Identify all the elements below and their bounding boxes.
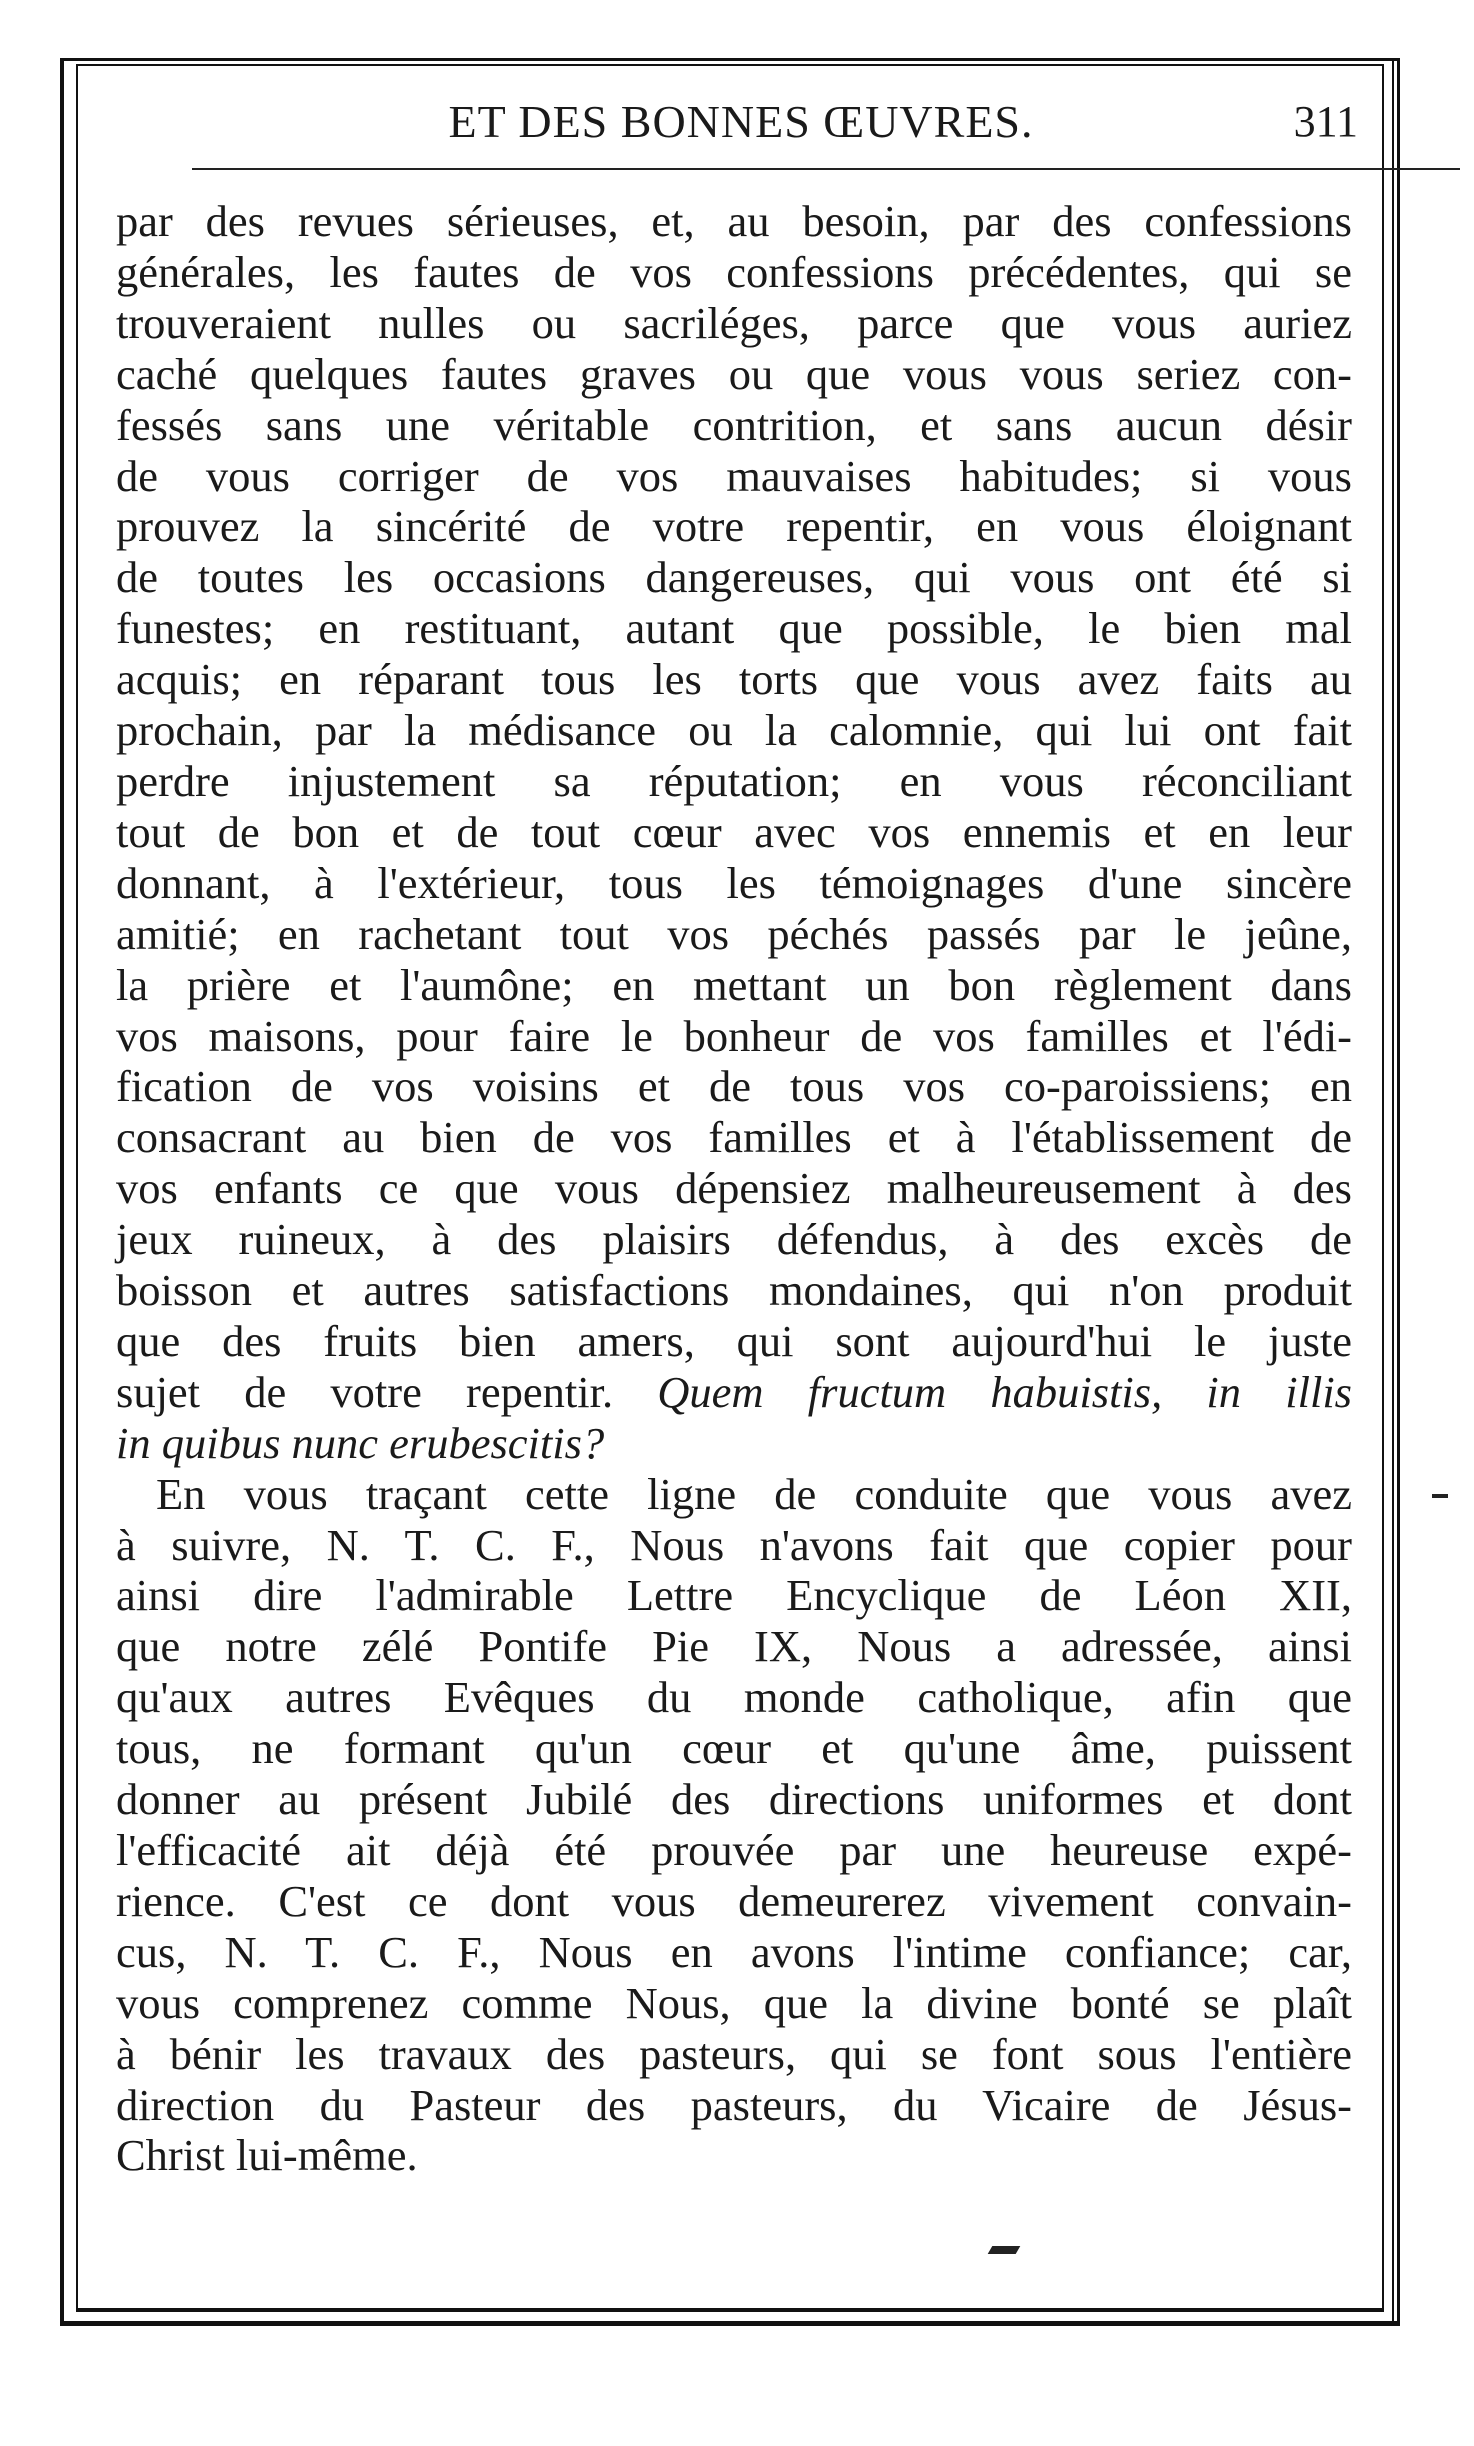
text-line: de vous corriger de vos mauvaises habitudes; si vous	[116, 450, 1352, 501]
text-line: perdre injustement sa réputation; en vous réconciliant	[116, 755, 1352, 806]
text-line: donner au présent Jubilé des directions uniformes et dont	[116, 1774, 1352, 1825]
paragraph-first-line: En vous traçant cette ligne de conduite que vous avez	[156, 1468, 1352, 1519]
text-line: que des fruits bien amers, qui sont aujourd'hui le juste	[116, 1315, 1352, 1366]
text-line: donnant, à l'extérieur, tous les témoignages d'une sincère	[116, 857, 1352, 908]
text-line: fessés sans une véritable contrition, et sans aucun désir	[116, 399, 1352, 450]
text-line: funestes; en restituant, autant que possible, le bien mal	[116, 603, 1352, 654]
text-line: de toutes les occasions dangereuses, qui vous ont été si	[116, 552, 1352, 603]
text-line: trouveraient nulles ou sacriléges, parce que vous auriez	[116, 297, 1352, 348]
running-title: ET DES BONNES ŒUVRES.	[448, 96, 1034, 147]
text-line: vos maisons, pour faire le bonheur de vos familles et l'édi-	[116, 1010, 1352, 1061]
text-line: tout de bon et de tout cœur avec vos ennemis et en leur	[116, 806, 1352, 857]
text-line: Christ lui-même.	[116, 2130, 418, 2181]
text-line: direction du Pasteur des pasteurs, du Vicaire de Jésus-	[116, 2079, 1352, 2130]
text-line: vos enfants ce que vous dépensiez malheureusement à des	[116, 1163, 1352, 1214]
body-text	[116, 196, 1352, 2181]
header-rule	[192, 168, 1460, 170]
text-line: vous comprenez comme Nous, que la divine bonté se plaît	[116, 1977, 1352, 2028]
text-line: prouvez la sincérité de votre repentir, en vous éloignant	[116, 501, 1352, 552]
text-line: prochain, par la médisance ou la calomnie, qui lui ont fait	[116, 705, 1352, 756]
latin-quote: Quem fructum habuistis, in illis	[657, 1366, 1352, 1417]
margin-mark	[1432, 1494, 1448, 1498]
text-line: tous, ne formant qu'un cœur et qu'une âme, puissent	[116, 1723, 1352, 1774]
text-line: rience. C'est ce dont vous demeurerez vivement convain-	[116, 1875, 1352, 1926]
text-run: sujet de votre repentir.	[116, 1366, 614, 1417]
text-line-with-latin	[116, 1367, 1352, 1418]
text-line: caché quelques fautes graves ou que vous vous seriez con-	[116, 348, 1352, 399]
text-line: consacrant au bien de vos familles et à l'établissement de	[116, 1112, 1352, 1163]
text-line: à bénir les travaux des pasteurs, qui se font sous l'entière	[116, 2028, 1352, 2079]
text-line: l'efficacité ait déjà été prouvée par une heureuse expé-	[116, 1825, 1352, 1875]
text-line: ainsi dire l'admirable Lettre Encyclique de Léon XII,	[116, 1570, 1352, 1621]
page-number: 311	[1293, 97, 1358, 146]
text-line: que notre zélé Pontife Pie IX, Nous a adressée, ainsi	[116, 1621, 1352, 1672]
page-border-right-rule	[1392, 58, 1394, 2326]
text-line: boisson et autres satisfactions mondaines, qui n'on produit	[116, 1265, 1352, 1316]
text-line: fication de vos voisins et de tous vos co-paroissiens; en	[116, 1061, 1352, 1112]
latin-quote-end	[116, 1418, 1352, 1469]
text-line: qu'aux autres Evêques du monde catholique, afin que	[116, 1672, 1352, 1723]
text-line: à suivre, N. T. C. F., Nous n'avons fait que copier pour	[116, 1519, 1352, 1570]
latin-quote: in quibus nunc erubescitis?	[116, 1417, 605, 1468]
page-header	[118, 92, 1364, 172]
text-line: amitié; en rachetant tout vos péchés passés par le jeûne,	[116, 908, 1352, 959]
text-line: générales, les fautes de vos confessions précédentes, qui se	[116, 246, 1352, 297]
text-line: par des revues sérieuses, et, au besoin, par des confessions	[116, 196, 1352, 246]
text-line: acquis; en réparant tous les torts que vous avez faits au	[116, 654, 1352, 705]
text-line: la prière et l'aumône; en mettant un bon règlement dans	[116, 959, 1352, 1010]
ornament-mark	[988, 2246, 1021, 2254]
text-line: cus, N. T. C. F., Nous en avons l'intime confiance; car,	[116, 1926, 1352, 1977]
text-line: jeux ruineux, à des plaisirs défendus, à des excès de	[116, 1214, 1352, 1265]
